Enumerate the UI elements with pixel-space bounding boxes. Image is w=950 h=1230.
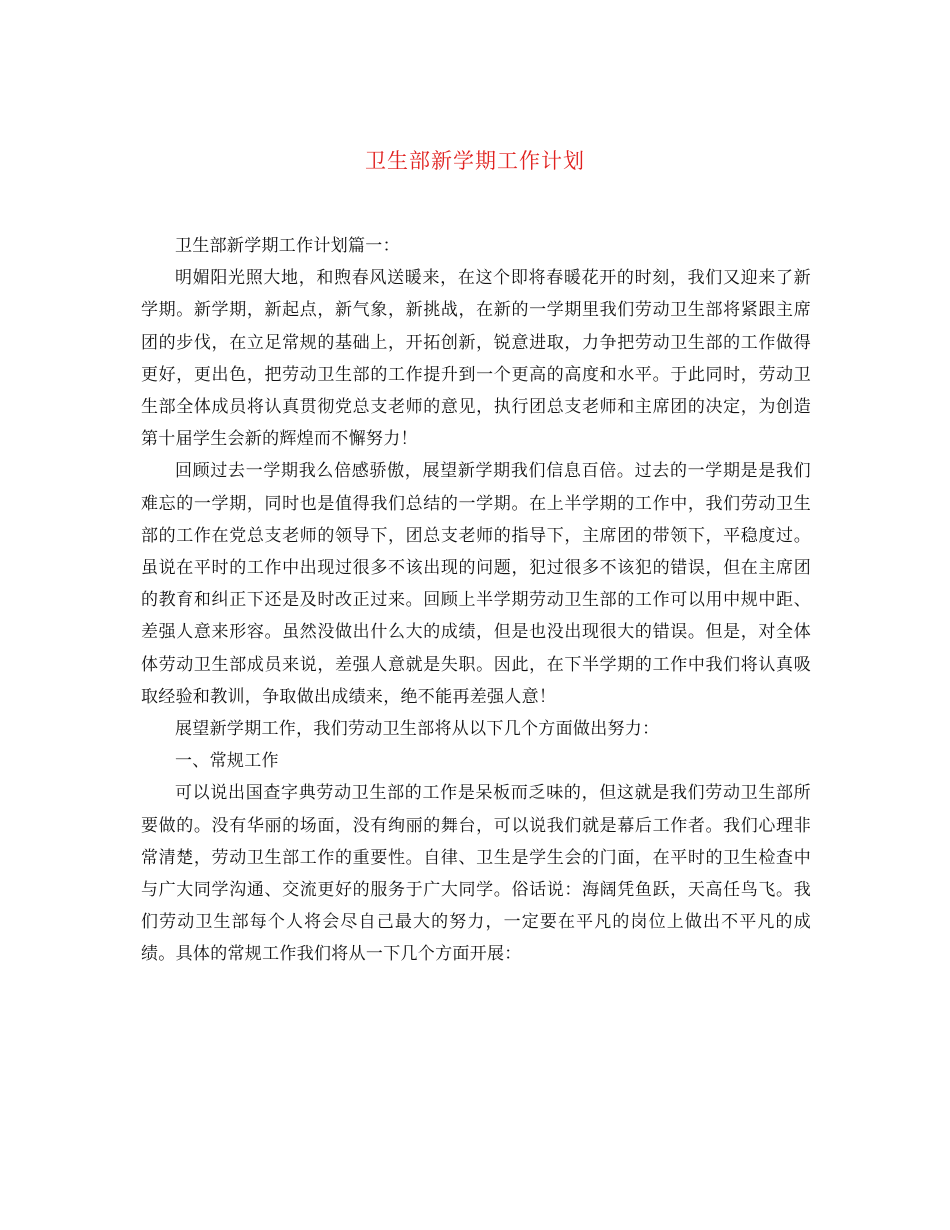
paragraph-outlook: 展望新学期工作，我们劳动卫生部将从以下几个方面做出努力： [175,719,660,740]
paragraph-review: 回顾过去一学期我么倍感骄傲，展望新学期我们信息百倍。过去的一学期是是我们难忘的一学期，同时也是值得我们总结的一学期。在上半学期的工作中，我们劳动卫生部的工作在党总支老师的领导下，团总支老师的指导下，主席团的带领下，平稳度过。虽说在平时的工作中出现过很多不该出现的问题，犯过很多不该犯的错误，但在主席团的教育和纠正下还是及时改正过来。回顾上半学期劳动卫生部的工作可以用中规中距、差强人意来形容。虽然没做出什么大的成绩，但是也没出现很大的错误。但是，对全体体劳动卫生部成员来说，差强人意就是失职。因此，在下半学期的工作中我们将认真吸取经验和教训，争取做出成绩来，绝不能再差强人意！ [141,461,811,707]
section-heading-routine-work: 一、常规工作 [175,751,279,772]
document-title: 卫生部新学期工作计划 [365,149,585,173]
paragraph-intro: 明媚阳光照大地，和煦春风送暖来，在这个即将春暖花开的时刻，我们又迎来了新学期。新学期，新起点，新气象，新挑战，在新的一学期里我们劳动卫生部将紧跟主席团的步伐，在立足常规的基础上，开拓创新，锐意进取，力争把劳动卫生部的工作做得更好，更出色，把劳动卫生部的工作提升到一个更高的高度和水平。于此同时，劳动卫生部全体成员将认真贯彻党总支老师的意见，执行团总支老师和主席团的决定，为创造第十届学生会新的辉煌而不懈努力！ [141,268,811,450]
paragraph-heading: 卫生部新学期工作计划篇一： [175,236,400,256]
paragraph-routine-work: 可以说出国查字典劳动卫生部的工作是呆板而乏味的，但这就是我们劳动卫生部所要做的。没有华丽的场面，没有绚丽的舞台，可以说我们就是幕后工作者。我们心理非常清楚，劳动卫生部工作的重要性。自律、卫生是学生会的门面，在平时的卫生检查中与广大同学沟通、交流更好的服务于广大同学。俗话说：海阔凭鱼跃，天高任鸟飞。我们劳动卫生部每个人将会尽自己最大的努力，一定要在平凡的岗位上做出不平凡的成绩。具体的常规工作我们将从一下几个方面开展： [141,783,811,965]
document-body [141,230,811,971]
